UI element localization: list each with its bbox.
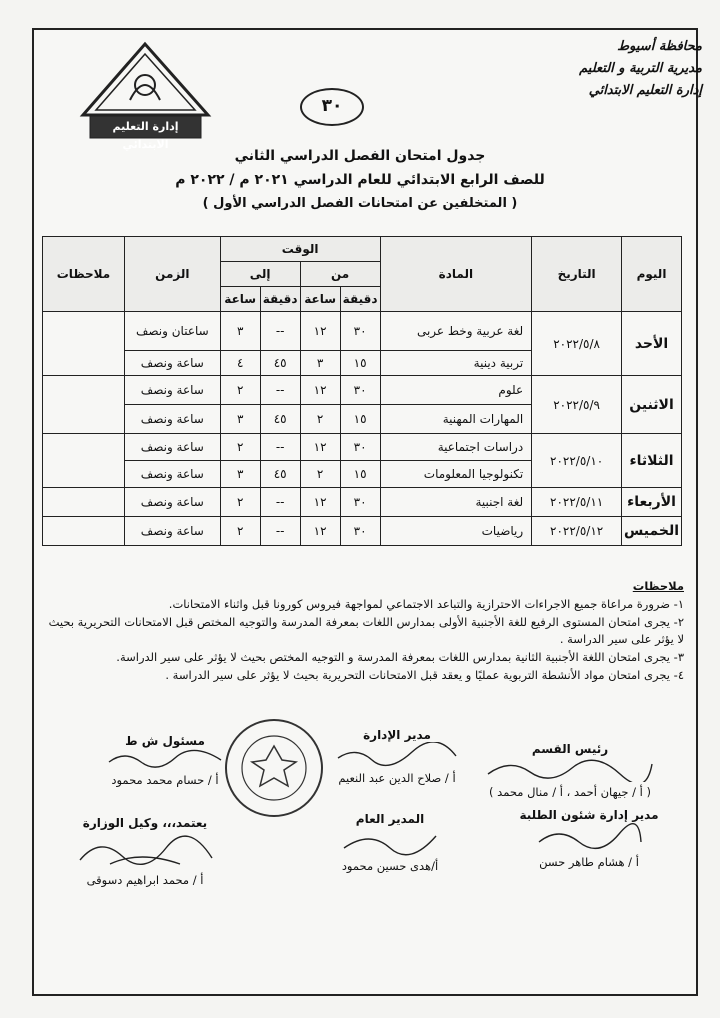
date-cell: ٢٠٢٢/٥/١٢ <box>532 517 622 546</box>
students-affairs-signature-block <box>494 808 684 869</box>
undersecretary-title: يعتمد،،، وكيل الوزارة <box>82 816 208 830</box>
duration-cell: ساعة ونصف <box>124 405 220 434</box>
from-minute-cell: ١٥ <box>340 351 380 376</box>
subject-cell: رياضيات <box>380 517 532 546</box>
header-block <box>579 36 702 102</box>
official-title: مسئول ش ط <box>125 734 205 748</box>
day-cell: الخميس <box>622 517 682 546</box>
notes-cell <box>43 488 125 517</box>
header-from-hour: ساعة <box>300 287 340 312</box>
header-to-hour: ساعة <box>220 287 260 312</box>
signature-scribble-icon <box>70 830 220 870</box>
from-hour-cell: ١٢ <box>300 376 340 405</box>
students-affairs-title: مدير إدارة شئون الطلبة <box>519 808 659 822</box>
table-row <box>43 488 682 517</box>
to-hour-cell: ٢ <box>220 488 260 517</box>
signature-scribble-icon <box>330 826 450 856</box>
header-from: من <box>300 262 380 287</box>
general-director-name: أ/هدى حسين محمود <box>341 859 439 873</box>
header-to-minute: دقيقة <box>260 287 300 312</box>
date-cell: ٢٠٢٢/٥/٨ <box>532 312 622 376</box>
undersecretary-name: أ / محمد ابراهيم دسوقى <box>86 873 204 887</box>
duration-cell: ساعة ونصف <box>124 434 220 461</box>
date-cell: ٢٠٢٢/٥/٩ <box>532 376 622 434</box>
day-cell: الاثنين <box>622 376 682 434</box>
directorate-label: مديرية التربية و التعليم <box>579 61 702 76</box>
signature-scribble-icon <box>332 742 462 768</box>
to-hour-cell: ٣ <box>220 405 260 434</box>
from-minute-cell: ٣٠ <box>340 488 380 517</box>
to-minute-cell: ٤٥ <box>260 351 300 376</box>
dept-head-title: رئيس القسم <box>531 742 609 756</box>
day-cell: الثلاثاء <box>622 434 682 488</box>
note-item: ٢- يجرى امتحان المستوى الرفيع للغة الأجنبية الأولى بمدارس اللغات بمعرفة المدرسة والتوجيه المختص قبل الامتحانات التحريرية بحيث لا يؤثر على سير الدراسة . <box>48 615 684 646</box>
title-line-1: جدول امتحان الفصل الدراسي الثاني <box>234 148 486 164</box>
admin-director-title: مدير الإدارة <box>363 728 431 742</box>
to-hour-cell: ٢ <box>220 434 260 461</box>
undersecretary-signature-block <box>60 816 230 887</box>
exam-schedule-table <box>42 236 682 546</box>
administration-label: إدارة التعليم الابتدائي <box>588 83 702 98</box>
to-minute-cell: -- <box>260 488 300 517</box>
subject-cell: تكنولوجيا المعلومات <box>380 461 532 488</box>
official-seal-icon <box>222 716 326 820</box>
date-cell: ٢٠٢٢/٥/١١ <box>532 488 622 517</box>
note-item: ٣- يجرى امتحان اللغة الأجنبية الثانية بمدارس اللغات بمعرفة المدرسة و التوجيه المختص بحيث لا يؤثر على سير الدراسة. <box>116 650 684 664</box>
from-minute-cell: ١٥ <box>340 461 380 488</box>
duration-cell: ساعة ونصف <box>124 488 220 517</box>
signature-scribble-icon <box>480 756 660 782</box>
admin-director-name: أ / صلاح الدين عبد النعيم <box>338 771 456 785</box>
header-duration: الزمن <box>124 237 220 312</box>
to-minute-cell: ٤٥ <box>260 461 300 488</box>
logo-text: إدارة التعليم الابتدائي <box>112 120 179 151</box>
dept-head-signature-block <box>470 742 670 799</box>
subject-cell: تربية دينية <box>380 351 532 376</box>
duration-cell: ساعة ونصف <box>124 461 220 488</box>
subject-cell: لغة عربية وخط عربى <box>380 312 532 351</box>
header-to: إلى <box>220 262 300 287</box>
administration-logo <box>78 40 213 151</box>
from-minute-cell: ٣٠ <box>340 312 380 351</box>
dept-head-names: ( أ / جيهان أحمد ، أ / منال محمد ) <box>489 785 651 799</box>
title-line-2: للصف الرابع الابتدائي للعام الدراسي ٢٠٢١ م / ٢٠٢٢ م <box>175 172 545 188</box>
to-minute-cell: -- <box>260 517 300 546</box>
title-line-3: ( المتخلفين عن امتحانات الفصل الدراسي الأول ) <box>202 196 518 211</box>
to-minute-cell: -- <box>260 312 300 351</box>
from-minute-cell: ٣٠ <box>340 517 380 546</box>
notes-heading: ملاحظات <box>632 579 684 593</box>
to-hour-cell: ٣ <box>220 312 260 351</box>
from-hour-cell: ١٢ <box>300 488 340 517</box>
header-day: اليوم <box>622 237 682 312</box>
duration-cell: ساعة ونصف <box>124 351 220 376</box>
header-notes: ملاحظات <box>43 237 125 312</box>
date-cell: ٢٠٢٢/٥/١٠ <box>532 434 622 488</box>
header-from-minute: دقيقة <box>340 287 380 312</box>
to-minute-cell: ٤٥ <box>260 405 300 434</box>
duration-cell: ساعة ونصف <box>124 376 220 405</box>
header-subject: المادة <box>380 237 532 312</box>
note-item: ٤- يجرى امتحان مواد الأنشطة التربوية عمليًا و يعقد قبل الامتحانات التحريرية بحيث لا يؤثر على سير الدراسة . <box>165 668 684 682</box>
to-minute-cell: -- <box>260 434 300 461</box>
subject-cell: علوم <box>380 376 532 405</box>
official-name: أ / حسام محمد محمود <box>111 773 219 787</box>
from-minute-cell: ٣٠ <box>340 434 380 461</box>
to-minute-cell: -- <box>260 376 300 405</box>
from-minute-cell: ٣٠ <box>340 376 380 405</box>
general-director-signature-block <box>320 812 460 873</box>
duration-cell: ساعة ونصف <box>124 517 220 546</box>
notes-cell <box>43 517 125 546</box>
subject-cell: لغة اجنبية <box>380 488 532 517</box>
notes-section <box>44 578 684 685</box>
note-item: ١- ضرورة مراعاة جميع الاجراءات الاحترازية والتباعد الاجتماعي لمواجهة فيروس كورونا قبل واثناء الامتحانات. <box>168 597 684 611</box>
students-affairs-name: أ / هشام طاهر حسن <box>539 855 639 869</box>
from-minute-cell: ١٥ <box>340 405 380 434</box>
to-hour-cell: ٢ <box>220 517 260 546</box>
header-date: التاريخ <box>532 237 622 312</box>
to-hour-cell: ٤ <box>220 351 260 376</box>
page-number: ٣٠ <box>300 88 364 126</box>
table-row <box>43 517 682 546</box>
subject-cell: المهارات المهنية <box>380 405 532 434</box>
from-hour-cell: ٢ <box>300 405 340 434</box>
table-row <box>43 434 682 461</box>
from-hour-cell: ١٢ <box>300 312 340 351</box>
to-hour-cell: ٢ <box>220 376 260 405</box>
from-hour-cell: ١٢ <box>300 517 340 546</box>
admin-director-signature-block <box>322 728 472 785</box>
notes-cell <box>43 376 125 434</box>
signature-scribble-icon <box>105 748 225 770</box>
day-cell: الأربعاء <box>622 488 682 517</box>
to-hour-cell: ٣ <box>220 461 260 488</box>
header-time: الوقت <box>220 237 380 262</box>
notes-cell <box>43 434 125 488</box>
from-hour-cell: ٢ <box>300 461 340 488</box>
from-hour-cell: ١٢ <box>300 434 340 461</box>
notes-cell <box>43 312 125 376</box>
subject-cell: دراسات اجتماعية <box>380 434 532 461</box>
table-row <box>43 312 682 351</box>
duration-cell: ساعتان ونصف <box>124 312 220 351</box>
table-row <box>43 376 682 405</box>
from-hour-cell: ٣ <box>300 351 340 376</box>
signature-scribble-icon <box>529 822 649 852</box>
day-cell: الأحد <box>622 312 682 376</box>
general-director-title: المدير العام <box>355 812 425 826</box>
governorate-label: محافظة أسيوط <box>617 39 702 54</box>
official-signature-block <box>100 734 230 787</box>
